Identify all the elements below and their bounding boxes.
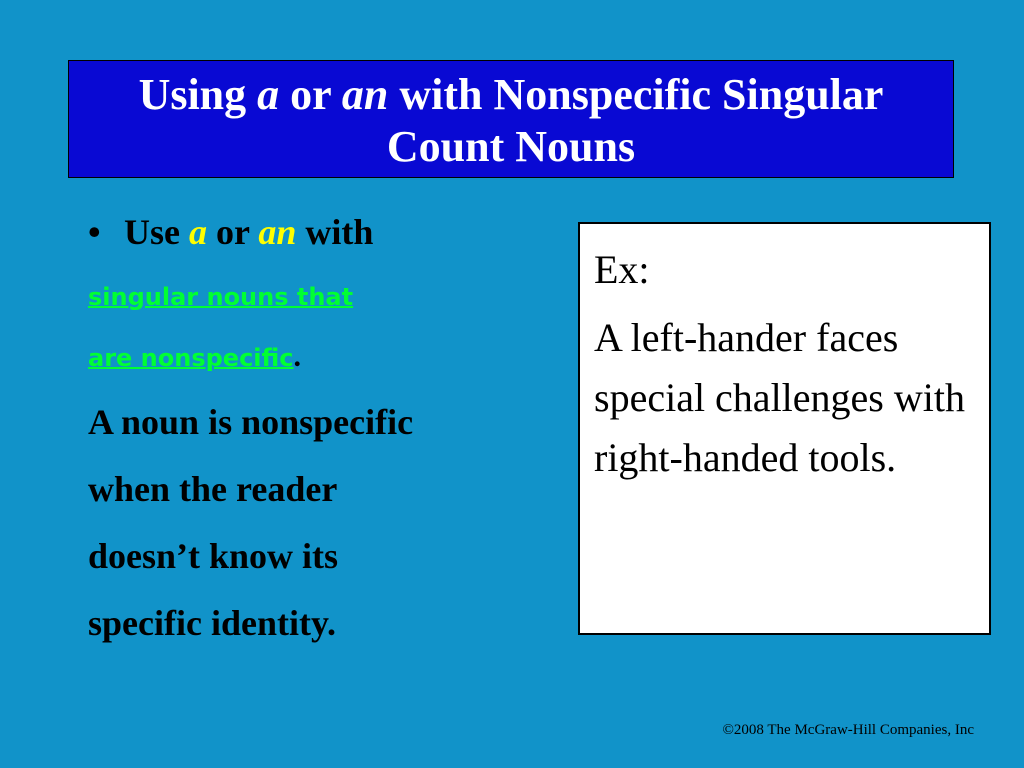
title-or: or — [290, 70, 331, 119]
bullet-use: Use — [124, 212, 180, 252]
title-using: Using — [138, 70, 247, 119]
paragraph-line: when the reader — [88, 469, 338, 509]
bullet-a: a — [189, 212, 207, 252]
left-content — [88, 205, 558, 657]
example-box — [578, 222, 991, 635]
bullet-or: or — [216, 212, 250, 252]
slide-title — [68, 60, 954, 178]
nonspecific-link-part-1[interactable]: singular nouns that — [88, 283, 354, 311]
bullet-item — [88, 205, 558, 259]
example-text: A left-hander faces special challenges with right-handed tools. — [594, 315, 965, 480]
bullet-with: with — [305, 212, 374, 252]
title-a: a — [257, 70, 280, 119]
example-label: Ex: — [594, 247, 650, 292]
link-period: . — [293, 340, 302, 373]
title-rest: with Nonspecific Singular — [399, 70, 884, 119]
bullet-text — [124, 205, 373, 259]
definition-paragraph — [88, 389, 558, 657]
paragraph-line: doesn’t know its — [88, 536, 339, 576]
bullet-an: an — [258, 212, 297, 252]
title-line-1 — [69, 69, 953, 121]
copyright-footer: ©2008 The McGraw-Hill Companies, Inc — [722, 722, 974, 738]
nonspecific-link-part-2[interactable]: are nonspecific — [88, 344, 294, 372]
title-line-2: Count Nouns — [386, 122, 636, 171]
link-line-2 — [88, 327, 558, 389]
paragraph-line: specific identity. — [88, 603, 336, 643]
link-line-1 — [88, 267, 558, 327]
bullet-icon: • — [88, 212, 101, 252]
title-an: an — [341, 70, 389, 119]
paragraph-line: A noun is nonspecific — [88, 402, 414, 442]
